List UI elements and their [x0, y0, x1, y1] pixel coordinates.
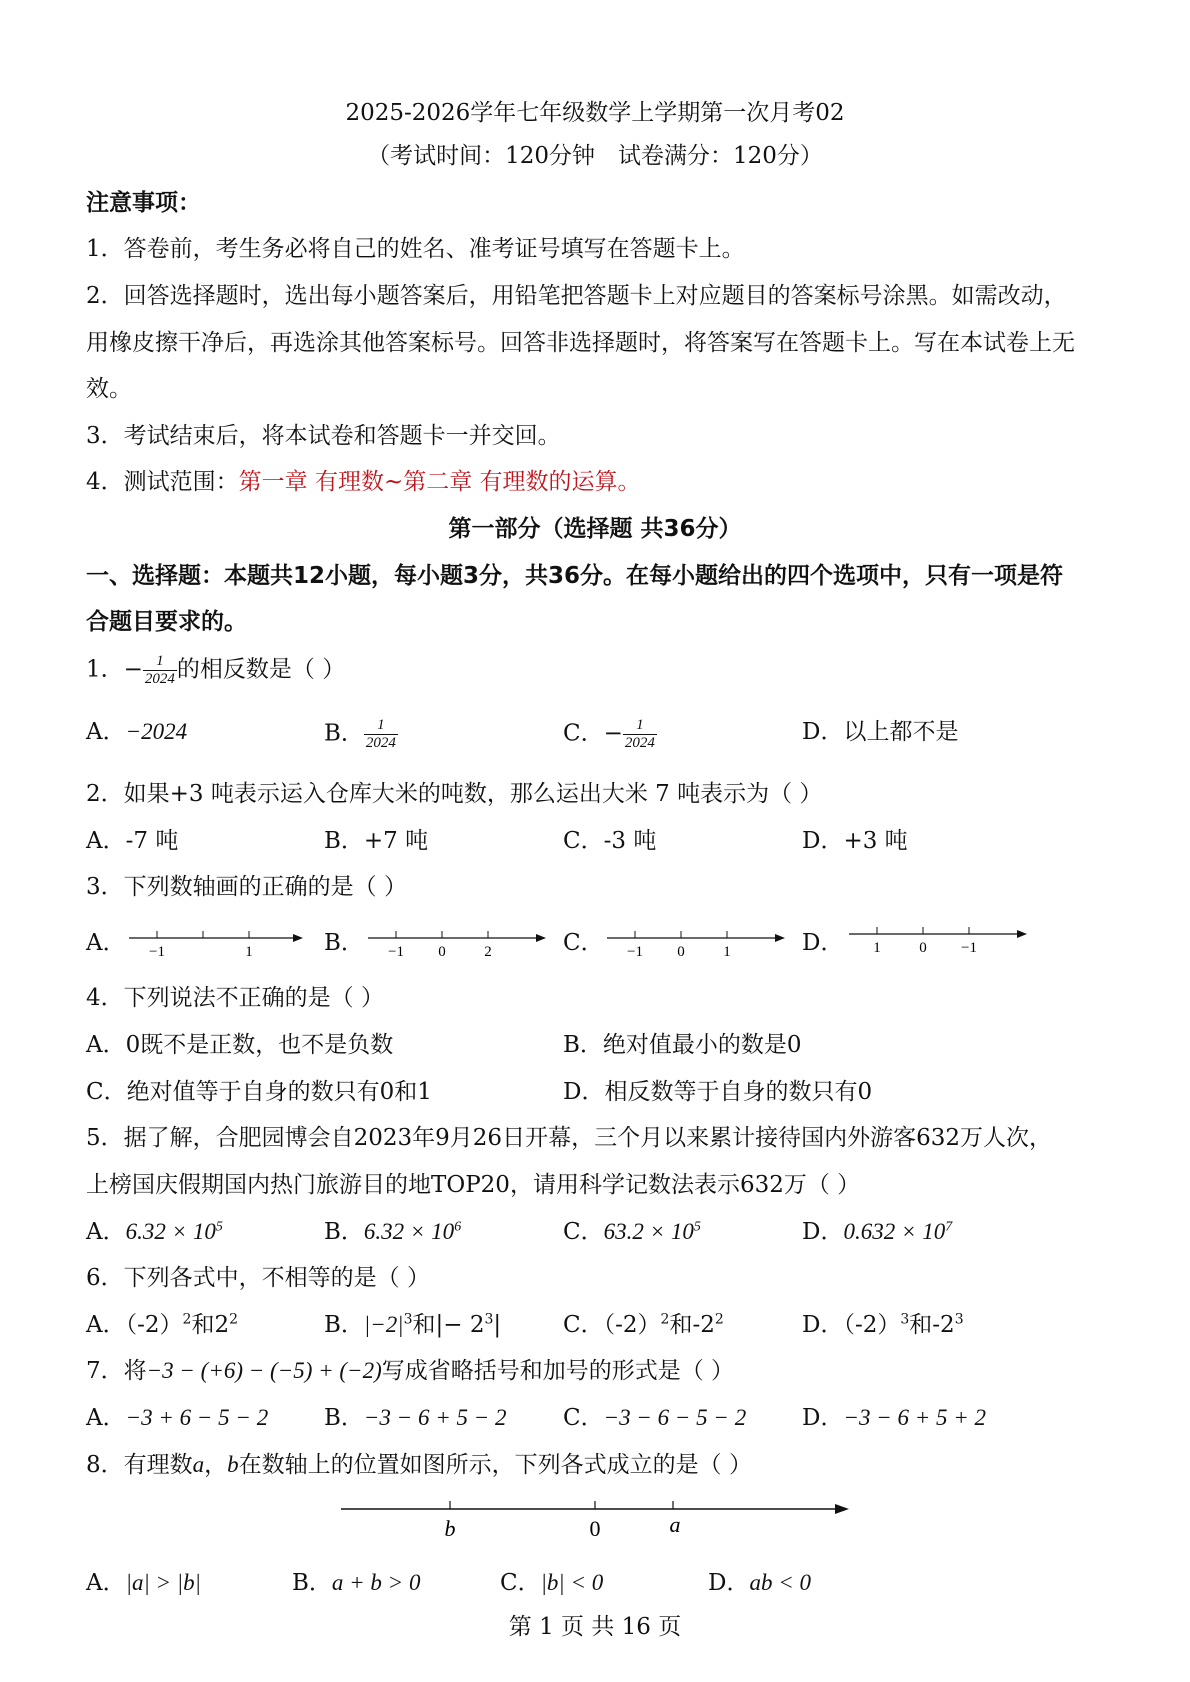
note-4	[86, 467, 641, 497]
q4-option-c: C．绝对值等于自身的数只有0和1	[86, 1079, 432, 1105]
q5-option-a	[86, 1217, 223, 1247]
q3-b-tick-label: 2	[484, 944, 492, 960]
note-2-line-1: 2．回答选择题时，选出每小题答案后，用铅笔把答题卡上对应题目的答案标号涂黑。如需改动，	[86, 283, 1067, 309]
q3-c-tick-label: −1	[627, 944, 643, 960]
q6-stem: 6．下列各式中，不相等的是（ ）	[86, 1265, 430, 1291]
q1-b-label: B．	[324, 720, 364, 747]
q8-d-expr: ab < 0	[749, 1570, 811, 1595]
q3-a-tick-label: 1	[245, 944, 253, 960]
q8-a-label: A．	[86, 1570, 126, 1596]
q5-stem-line-2: 上榜国庆假期国内热门旅游目的地TOP20，请用科学记数法表示632万（ ）	[86, 1172, 861, 1198]
q8-number-line	[335, 1490, 855, 1550]
q8-prefix: 8．有理数	[86, 1452, 193, 1478]
q8-suffix: 在数轴上的位置如图所示，下列各式成立的是（ ）	[238, 1452, 752, 1478]
q1-frac-num: 1	[143, 653, 177, 671]
q5-b-exp: 6	[454, 1219, 462, 1235]
q8-axis-label-b: b	[444, 1516, 456, 1541]
q8-b-expr: a + b > 0	[331, 1570, 421, 1595]
q2-option-a: A．-7 吨	[86, 828, 179, 854]
q6-b-end: |	[493, 1312, 502, 1338]
q6-d-exp2: 3	[954, 1311, 964, 1328]
q5-b-label: B．	[324, 1219, 364, 1245]
q8-option-c	[500, 1568, 603, 1598]
q3-d-tick-label: −1	[961, 940, 977, 956]
q3-number-line-b	[364, 918, 549, 960]
q6-option-c	[563, 1310, 724, 1340]
q1-c-fraction	[623, 717, 657, 752]
q7-d-label: D．	[802, 1405, 844, 1431]
note-4-prefix: 4．测试范围：	[86, 469, 239, 495]
page-number: 第 1 页 共 16 页	[508, 1614, 682, 1640]
q8-axis-label-0: 0	[589, 1516, 601, 1541]
q8-var-b: b	[227, 1452, 239, 1477]
q6-b-exp2: 3	[484, 1311, 494, 1328]
q1-b-fraction	[364, 717, 398, 752]
q3-b-tick-label: −1	[388, 944, 404, 960]
q1-c-minus: −	[603, 720, 623, 747]
q3-number-line-a	[125, 918, 305, 960]
q4-stem: 4．下列说法不正确的是（ ）	[86, 985, 384, 1011]
q3-b-label: B．	[324, 930, 364, 956]
q8-d-label: D．	[708, 1570, 750, 1596]
q1-stem	[86, 653, 345, 688]
q5-c-base: 63.2 × 10	[603, 1219, 694, 1244]
note-2-line-2: 用橡皮擦干净后，再选涂其他答案标号。回答非选择题时，将答案写在答题卡上。写在本试卷上无	[86, 330, 1075, 356]
q6-c-label: C．	[563, 1312, 604, 1338]
q7-a-label: A．	[86, 1405, 126, 1431]
q1-option-c	[563, 717, 657, 752]
q1-c-den: 2024	[624, 735, 655, 751]
q6-c-text: （-2）	[603, 1312, 661, 1338]
q7-c-label: C．	[563, 1405, 604, 1431]
q1-fraction	[143, 653, 177, 688]
q3-b-tick-label: 0	[438, 944, 446, 960]
q5-d-label: D．	[802, 1219, 844, 1245]
q2-option-b: B．+7 吨	[324, 828, 429, 854]
q7-c-expr: −3 − 6 − 5 − 2	[603, 1405, 747, 1430]
q6-option-d	[802, 1310, 964, 1340]
q1-option-b	[324, 717, 398, 752]
q5-c-exp: 5	[693, 1219, 701, 1235]
q8-b-label: B．	[292, 1570, 332, 1596]
q1-option-a	[86, 717, 187, 747]
q1-minus: −	[123, 656, 143, 683]
notes-heading: 注意事项：	[86, 190, 201, 216]
q6-c-exp2: 2	[714, 1311, 724, 1328]
q4-option-d: D．相反数等于自身的数只有0	[563, 1079, 873, 1105]
q5-d-base: 0.632 × 10	[843, 1219, 946, 1244]
q3-a-tick-label: −1	[149, 944, 165, 960]
q6-b-label: B．	[324, 1312, 364, 1338]
q1-d-label: D．	[802, 719, 844, 745]
q8-a-expr: |a| > |b|	[125, 1570, 201, 1595]
q8-comma: ，	[204, 1452, 228, 1478]
q3-stem: 3．下列数轴画的正确的是（ ）	[86, 874, 407, 900]
q8-c-expr: |b| < 0	[540, 1570, 604, 1595]
q8-option-d	[708, 1568, 811, 1598]
q7-a-expr: −3 + 6 − 5 − 2	[125, 1405, 269, 1430]
q7-d-expr: −3 − 6 + 5 + 2	[843, 1405, 987, 1430]
part1-instructions-line-1: 一、选择题：本题共12小题，每小题3分，共36分。在每小题给出的四个选项中，只有一项是符	[86, 563, 1064, 589]
q3-d-tick-label: 1	[873, 940, 881, 956]
q1-c-num: 1	[623, 717, 657, 735]
q7-option-d	[802, 1403, 986, 1433]
q6-b-mid: 和|− 2	[412, 1312, 485, 1338]
note-1: 1．答卷前，考生务必将自己的姓名、准考证号填写在答题卡上。	[86, 236, 745, 262]
q6-option-b	[324, 1310, 501, 1340]
note-2-line-3: 效。	[86, 376, 132, 402]
q3-d-tick-label: 0	[919, 940, 927, 956]
test-range: 第一章 有理数~第二章 有理数的运算。	[238, 469, 641, 495]
q1-c-label: C．	[563, 720, 604, 747]
q3-number-line-c	[603, 918, 788, 960]
q5-option-b	[324, 1217, 461, 1247]
q6-d-text: （-2）	[843, 1312, 901, 1338]
q4-option-b: B．绝对值最小的数是0	[563, 1032, 802, 1058]
q1-option-d	[802, 717, 958, 747]
q1-number: 1．	[86, 656, 124, 683]
q3-c-label: C．	[563, 930, 604, 956]
q1-stem-text: 的相反数是（ ）	[176, 656, 346, 683]
q6-d-mid: 和-2	[909, 1312, 955, 1338]
part1-title: 第一部分（选择题 共36分）	[448, 516, 742, 542]
q1-frac-den: 2024	[144, 671, 175, 687]
note-3: 3．考试结束后，将本试卷和答题卡一并交回。	[86, 423, 561, 449]
q7-option-c	[563, 1403, 746, 1433]
q6-b-exp: 3	[403, 1311, 413, 1328]
q1-b-num: 1	[364, 717, 398, 735]
exam-info: （考试时间：120分钟 试卷满分：120分）	[367, 143, 823, 169]
q8-axis-label-a: a	[669, 1512, 681, 1537]
q7-prefix: 7．将	[86, 1358, 147, 1384]
q2-option-d: D．+3 吨	[802, 828, 908, 854]
q6-c-mid: 和-2	[669, 1312, 715, 1338]
q7-option-a	[86, 1403, 268, 1433]
q7-stem	[86, 1356, 734, 1386]
q5-c-label: C．	[563, 1219, 604, 1245]
q6-a-exp2: 2	[229, 1311, 239, 1328]
q5-stem-line-1: 5．据了解，合肥园博会自2023年9月26日开幕，三个月以来累计接待国内外游客632万人次，	[86, 1125, 1052, 1151]
part1-instructions-line-2: 合题目要求的。	[86, 609, 247, 635]
q1-a-value: −2024	[125, 719, 188, 744]
q8-c-label: C．	[500, 1570, 541, 1596]
q4-option-a: A．0既不是正数，也不是负数	[86, 1032, 394, 1058]
q5-option-c	[563, 1217, 701, 1247]
q7-expression: −3 − (+6) − (−5) + (−2)	[146, 1358, 382, 1383]
q8-var-a: a	[192, 1452, 205, 1477]
q6-d-exp: 3	[900, 1311, 910, 1328]
q6-a-exp: 2	[182, 1311, 192, 1328]
q7-b-label: B．	[324, 1405, 364, 1431]
q3-number-line-d	[845, 914, 1030, 956]
q6-a-text: （-2）	[125, 1312, 183, 1338]
q2-option-c: C．-3 吨	[563, 828, 657, 854]
page-title: 2025-2026学年七年级数学上学期第一次月考02	[345, 100, 845, 126]
q3-c-tick-label: 1	[723, 944, 731, 960]
q5-b-base: 6.32 × 10	[363, 1219, 455, 1244]
q3-a-label: A．	[86, 930, 126, 956]
q6-a-mid: 和2	[191, 1312, 230, 1338]
q6-c-exp: 2	[660, 1311, 670, 1328]
q5-a-exp: 5	[215, 1219, 223, 1235]
q5-d-exp: 7	[945, 1219, 953, 1235]
q6-b-text: |−2|	[363, 1312, 404, 1337]
q5-option-d	[802, 1217, 952, 1247]
q6-d-label: D．	[802, 1312, 844, 1338]
q3-d-label: D．	[802, 930, 844, 956]
q1-a-label: A．	[86, 719, 126, 745]
q1-d-value: 以上都不是	[843, 719, 959, 745]
q7-b-expr: −3 − 6 + 5 − 2	[363, 1405, 507, 1430]
q8-stem	[86, 1450, 752, 1480]
q7-suffix: 写成省略括号和加号的形式是（ ）	[381, 1358, 735, 1384]
q8-option-b	[292, 1568, 420, 1598]
q5-a-label: A．	[86, 1219, 126, 1245]
q5-a-base: 6.32 × 10	[125, 1219, 216, 1244]
q2-stem: 2．如果+3 吨表示运入仓库大米的吨数，那么运出大米 7 吨表示为（ ）	[86, 781, 823, 807]
q1-b-den: 2024	[365, 735, 396, 751]
q6-a-label: A．	[86, 1312, 126, 1338]
q7-option-b	[324, 1403, 507, 1433]
q3-c-tick-label: 0	[677, 944, 685, 960]
q6-option-a	[86, 1310, 238, 1340]
q8-option-a	[86, 1568, 201, 1598]
